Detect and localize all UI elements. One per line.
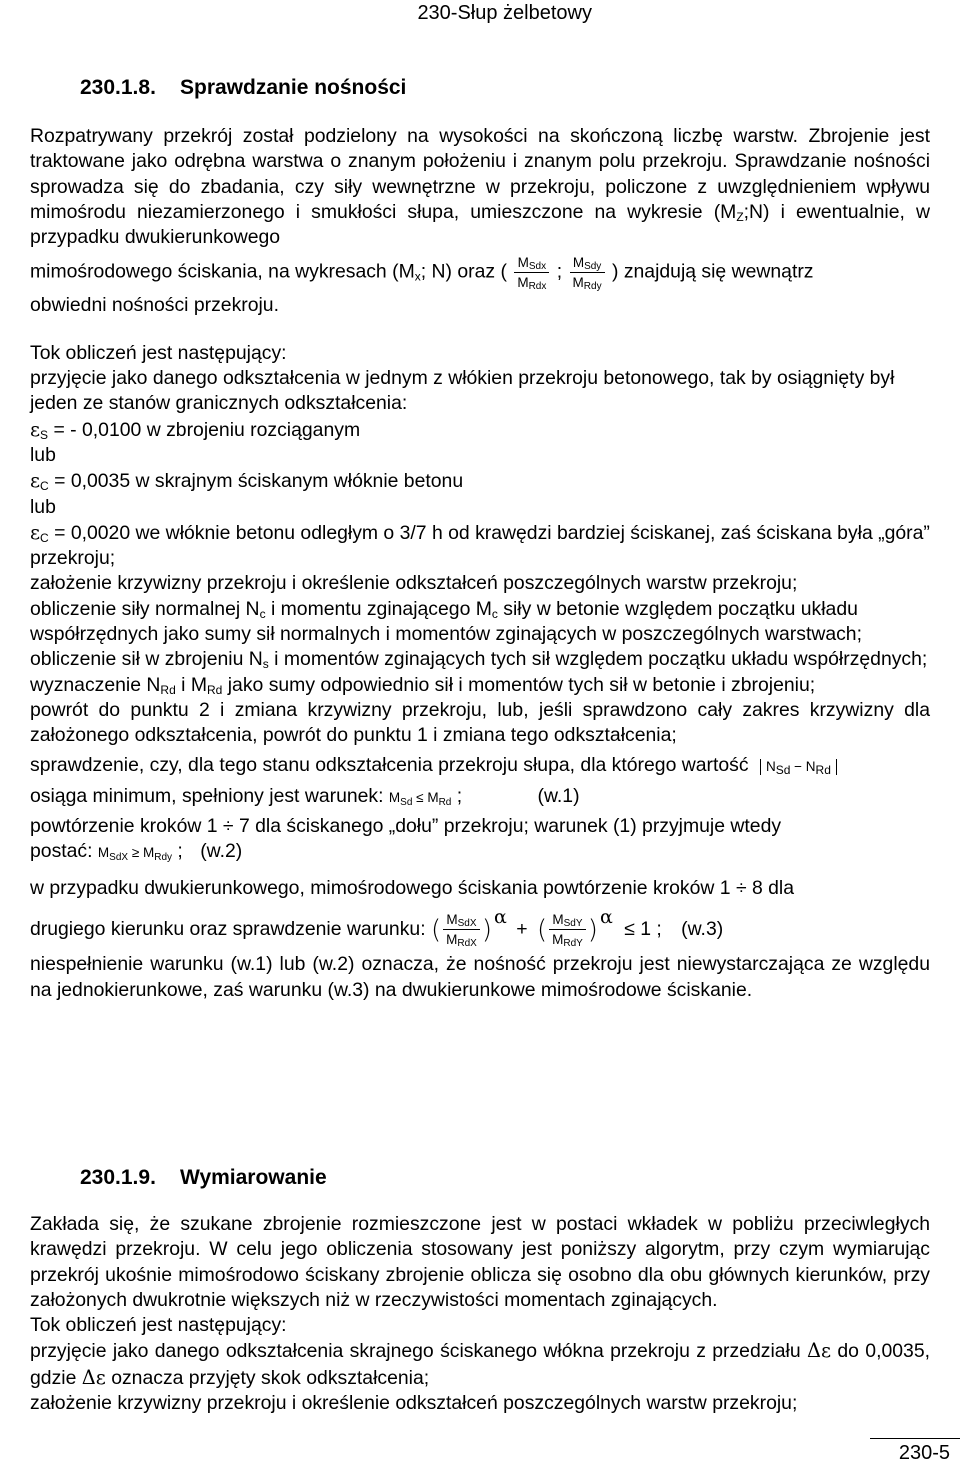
text: ε [30, 520, 41, 544]
subscript: Sdy [584, 261, 602, 273]
text: ; [451, 784, 463, 807]
subscript: C [40, 530, 49, 545]
text: M [552, 931, 564, 947]
paren-open: ( [536, 915, 548, 946]
or-2: lub [30, 495, 56, 518]
text: − [790, 758, 806, 774]
subscript: S [40, 427, 49, 442]
step-1: przyjęcie jako danego odkształcenia w jednym z włókien przekroju betonowego, tak by osiągnięty był jeden ze stanów granicznych odkształcenia: [30, 367, 895, 415]
text: ≥ [128, 845, 143, 861]
design-step-2: założenie krzywizny przekroju i określenie odkształceń poszczególnych warstw przekroju; [30, 1392, 798, 1415]
paragraph-intro [30, 124, 930, 250]
text: ) znajdują się wewnątrz [611, 261, 814, 284]
text: wyznaczenie N [30, 673, 161, 696]
paren-close: ) [481, 915, 492, 946]
subscript: SdX [457, 918, 477, 930]
strain-concrete-37h [30, 520, 930, 572]
text [570, 256, 605, 273]
text: M [517, 255, 529, 271]
text: osiąga minimum, spełniony jest warunek: [30, 784, 384, 807]
text: ≤ [412, 789, 428, 805]
section-title: Sprawdzanie nośności [180, 76, 407, 99]
section-title: Wymiarowanie [180, 1166, 327, 1189]
subscript: C [40, 479, 49, 494]
section-body-design [30, 1212, 930, 1416]
text: M [143, 845, 155, 861]
paragraph-envelope: obwiedni nośności przekroju. [30, 294, 279, 317]
fraction-msdy-mrdy-2 [549, 912, 586, 949]
condition-w1 [30, 784, 930, 810]
strain-steel [30, 417, 930, 443]
subscript: s [262, 657, 269, 672]
design-step-1 [30, 1338, 930, 1391]
text: = - 0,0100 w zbrojeniu rozciąganym [48, 418, 361, 441]
step-8: powtórzenie kroków 1 ÷ 7 dla ściskanego „dołu” przekroju; warunek (1) przyjmuje wtedy [30, 815, 782, 838]
step-3 [30, 597, 930, 648]
text: M [517, 274, 529, 290]
text: Rozpatrywany przekrój został podzielony na wysokości na skończoną liczbę warstw. Zbrojenie jest traktowane jako odrębna warstwa o znanym położeniu i znanym polu przekroju. [30, 125, 930, 173]
text: do 0,0035, gdzie [30, 1340, 930, 1389]
text: N [765, 758, 776, 774]
equation-label-w3: (w.3) [681, 918, 724, 941]
abs-nsd-nrd [760, 759, 837, 775]
subscript: SdY [563, 918, 583, 930]
formula-w1 [388, 789, 452, 808]
text [570, 273, 605, 290]
conclusion: niespełnienie warunku (w.1) lub (w.2) oznacza, że nośność przekroju jest niewystarczająca ze względu na jednokierunkowe, zaś warunku (w.3) na dwukierunkowe mimośrodowe ściskanie. [30, 953, 930, 1001]
subscript: Rdy [154, 852, 173, 864]
formula-w2 [97, 845, 173, 864]
fraction-msdx-mrdx-2 [443, 912, 480, 949]
text: obliczenie sił w zbrojeniu N [30, 648, 263, 671]
strain-concrete-edge [30, 468, 930, 494]
section-body-check [30, 124, 930, 1003]
subscript: Sd [400, 796, 413, 808]
step-2: założenie krzywizny przekroju i określenie odkształceń poszczególnych warstw przekroju; [30, 572, 798, 595]
text: = 0,0035 w skrajnym ściskanym włóknie betonu [48, 470, 464, 493]
footer-rule [870, 1438, 960, 1439]
text: drugiego kierunku oraz sprawdzenie warunku: [30, 918, 426, 941]
text: M [388, 789, 401, 805]
procedure-heading-2: Tok obliczeń jest następujący: [30, 1314, 287, 1337]
subscript: Rdx [528, 280, 547, 292]
fraction-msdy-mrdy [570, 255, 605, 292]
text: ; [556, 261, 563, 284]
text: ;N) i ewentualnie, w przypadku dwukierunkowego [30, 200, 930, 249]
text: sprawdzenie, czy, dla tego stanu odkształcenia przekroju słupa, dla którego wartość [30, 753, 749, 776]
text: M [572, 255, 585, 271]
text: ; N) oraz ( [420, 261, 507, 284]
text: i momentu zginającego M [265, 597, 492, 620]
text [514, 256, 549, 273]
text: ε [30, 417, 41, 441]
text: M [446, 912, 458, 928]
condition-w2 [30, 839, 930, 865]
exponent-alpha: α [493, 906, 507, 929]
subscript: Sd [775, 762, 791, 777]
section-number: 230.1.8. [80, 76, 156, 99]
text: przyjęcie jako danego odkształcenia skrajnego ściskanego włókna przekroju z przedziału [30, 1340, 807, 1363]
text: ; [172, 840, 183, 863]
text: oznacza przyjęty skok odkształcenia; [105, 1366, 430, 1389]
text: M [427, 789, 439, 805]
text: M [446, 931, 458, 947]
page-header: 230-Słup żelbetowy [417, 2, 592, 24]
paren-close: ) [587, 915, 598, 946]
text [549, 930, 586, 947]
subscript: Rd [815, 762, 831, 777]
subscript: Rd [160, 682, 176, 697]
page-number: 230-5 [898, 1442, 950, 1464]
text [514, 273, 549, 290]
subscript: c [491, 606, 498, 621]
text [443, 913, 480, 930]
section-heading-230-1-8 [80, 76, 406, 100]
step-5 [30, 673, 930, 698]
subscript: x [414, 270, 421, 285]
text [549, 913, 586, 930]
subscript: SdX [109, 852, 129, 864]
text: Δε [81, 1365, 106, 1389]
subscript: Rd [438, 796, 452, 808]
section-number: 230.1.9. [80, 1166, 156, 1189]
text: = 0,0020 we włóknie betonu odległym o 3/7 h od krawędzi bardziej ściskanej, zaś ściskana była „góra” przekroju; [30, 521, 930, 570]
subscript: c [259, 606, 266, 621]
text: obliczenie siły normalnej N [30, 597, 260, 620]
text: ε [30, 469, 41, 493]
subscript: Rdy [583, 280, 602, 292]
text: i M [175, 673, 207, 696]
text [443, 930, 480, 947]
text: siły w betonie względem początku układu współrzędnych jako sumy sił normalnych i momentów zginających w poszczególnych warstwach; [30, 597, 862, 646]
text: postać: [30, 840, 93, 863]
text: mimośrodowego ściskania, na wykresach (M [30, 261, 415, 284]
text: Δε [806, 1339, 832, 1363]
fraction-msdx-mrdx [514, 255, 549, 292]
relation-w3: ≤ 1 ; [624, 918, 662, 941]
text: i momentów zginających tych sił względem początku układu współrzędnych; [268, 648, 928, 671]
step-4 [30, 647, 930, 672]
plus-sign: + [516, 918, 528, 941]
subscript: RdY [563, 937, 583, 949]
text: M [572, 274, 584, 290]
step-7 [30, 753, 930, 778]
or-1: lub [30, 443, 56, 466]
text: N [805, 758, 816, 774]
step-9: w przypadku dwukierunkowego, mimośrodowego ściskania powtórzenie kroków 1 ÷ 8 dla [30, 876, 795, 899]
condition-w3 [30, 905, 930, 949]
equation-label-w2: (w.2) [200, 840, 243, 863]
text: M [552, 912, 564, 928]
text: Sprawdzanie nośności sprowadza się do zbadania, czy siły wewnętrzne w przekroju, policzone z uwzględnieniem wpływu mimośrodu niezamierzonego i smukłości słupa, umieszczone na wykresie (M [30, 150, 930, 223]
equation-label-w1: (w.1) [537, 784, 580, 807]
text: jako sumy odpowiednio sił i momentów tych sił w betonie i zbrojeniu; [222, 673, 816, 696]
section-heading-230-1-9 [80, 1166, 327, 1190]
paren-open: ( [430, 915, 442, 946]
paragraph-design-intro: Zakłada się, że szukane zbrojenie rozmieszczone jest w postaci wkładek w pobliżu przeciwległych krawędzi przekroju. W celu jego obliczenia stosowany jest poniższy algorytm, przy czym wymiarując przekrój ukośnie mimośrodowo ściskany zbrojenie oblicza się osobno dla obu głównych kierunków, przy założonych dwukrotnie większych niż w rzeczywistości momentach zginających. [30, 1213, 930, 1311]
exponent-alpha: α [599, 906, 613, 929]
procedure-heading: Tok obliczeń jest następujący: [30, 341, 287, 364]
subscript: Rd [207, 682, 223, 697]
subscript: RdX [457, 937, 477, 949]
subscript: Z [736, 209, 744, 224]
subscript: Sdx [528, 261, 547, 273]
paragraph-biaxial [30, 255, 930, 292]
text: M [97, 845, 110, 861]
step-6: powrót do punktu 2 i zmiana krzywizny przekroju, lub, jeśli sprawdzono cały zakres krzywizny dla założonego odkształcenia, powrót do punktu 1 i zmiana tego odkształcenia; [30, 698, 930, 747]
